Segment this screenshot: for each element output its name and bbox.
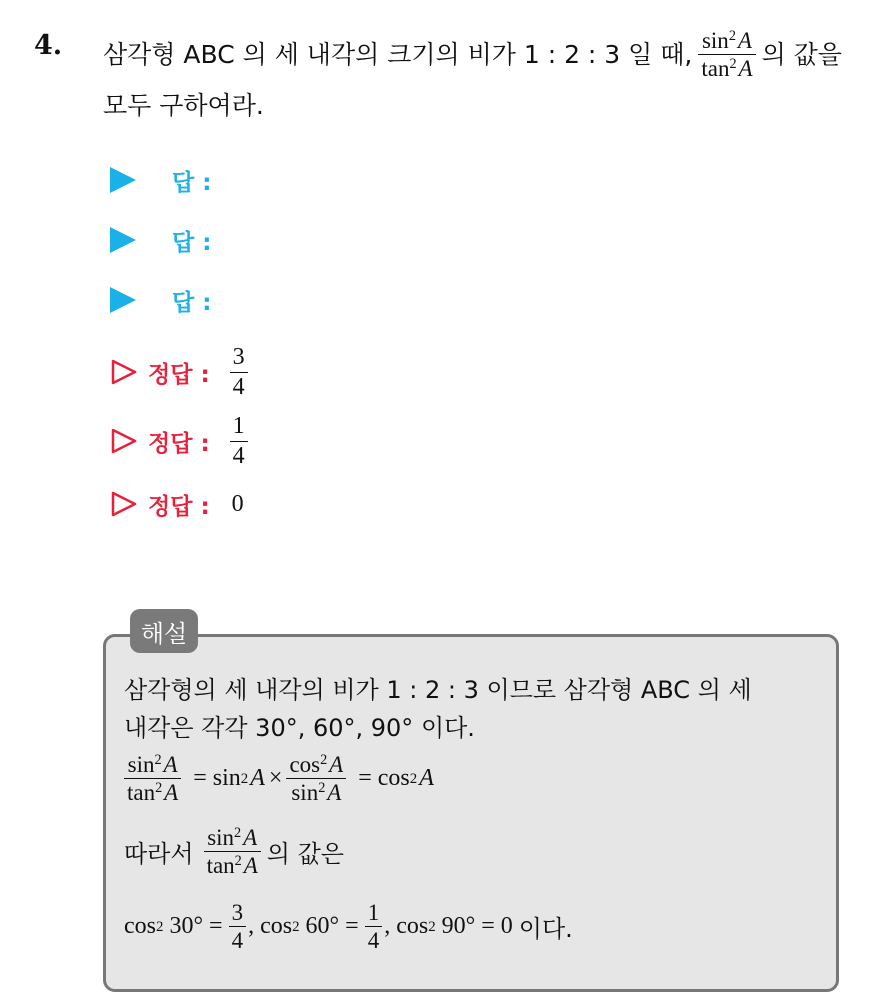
correct-label: 정답 : <box>148 430 210 457</box>
question-text-prefix: 삼각형 ABC 의 세 내각의 크기의 비가 1 : 2 : 3 일 때, <box>103 39 693 69</box>
correct-answer-row <box>110 484 244 524</box>
question-fraction: $\frac{\sin^2 A}{\tan^2 A}$ <box>698 28 755 82</box>
correct-value: 0 <box>231 490 244 517</box>
solution-tab: 해설 <box>130 609 198 653</box>
answer-label: 답 : <box>172 169 212 196</box>
play-triangle-icon <box>110 287 136 313</box>
correct-value: $\frac{3}{4}$ <box>230 344 248 400</box>
outline-triangle-icon <box>110 490 138 518</box>
solution-line: 따라서 $\frac{\sin^2 A}{\tan^2 A}$ 의 값은 <box>124 825 344 879</box>
play-triangle-icon <box>110 167 136 193</box>
play-triangle-icon <box>110 227 136 253</box>
question-text <box>103 28 842 82</box>
solution-final: cos 2 30° = $\frac{3}{4}$ , cos 2 60° = $\frac{1}{4}$ , cos 2 90° = 0 이다. <box>124 900 573 954</box>
correct-label: 정답 : <box>148 361 210 388</box>
solution-line: 내각은 각각 30°, 60°, 90° 이다. <box>124 714 475 742</box>
correct-answer-row <box>110 344 248 400</box>
outline-triangle-icon <box>110 358 138 386</box>
solution-equation: $\frac{\sin^2 A}{\tan^2 A}$ = sin 2 A × $\frac{\cos^2 A}{\sin^2 A}$ = cos 2 A <box>124 752 434 806</box>
answer-label: 답 : <box>172 289 212 316</box>
answer-label: 답 : <box>172 229 212 256</box>
answer-row[interactable] <box>110 160 211 200</box>
correct-answer-row <box>110 413 248 469</box>
question-text-line2: 모두 구하여라. <box>103 91 264 120</box>
question-number: 4. <box>34 30 63 61</box>
correct-value: $\frac{1}{4}$ <box>230 413 248 469</box>
question-text-suffix: 의 값을 <box>761 39 842 69</box>
answer-row[interactable] <box>110 280 211 320</box>
outline-triangle-icon <box>110 427 138 455</box>
correct-label: 정답 : <box>148 493 210 520</box>
answer-row[interactable] <box>110 220 211 260</box>
solution-line: 삼각형의 세 내각의 비가 1 : 2 : 3 이므로 삼각형 ABC 의 세 <box>124 676 752 704</box>
